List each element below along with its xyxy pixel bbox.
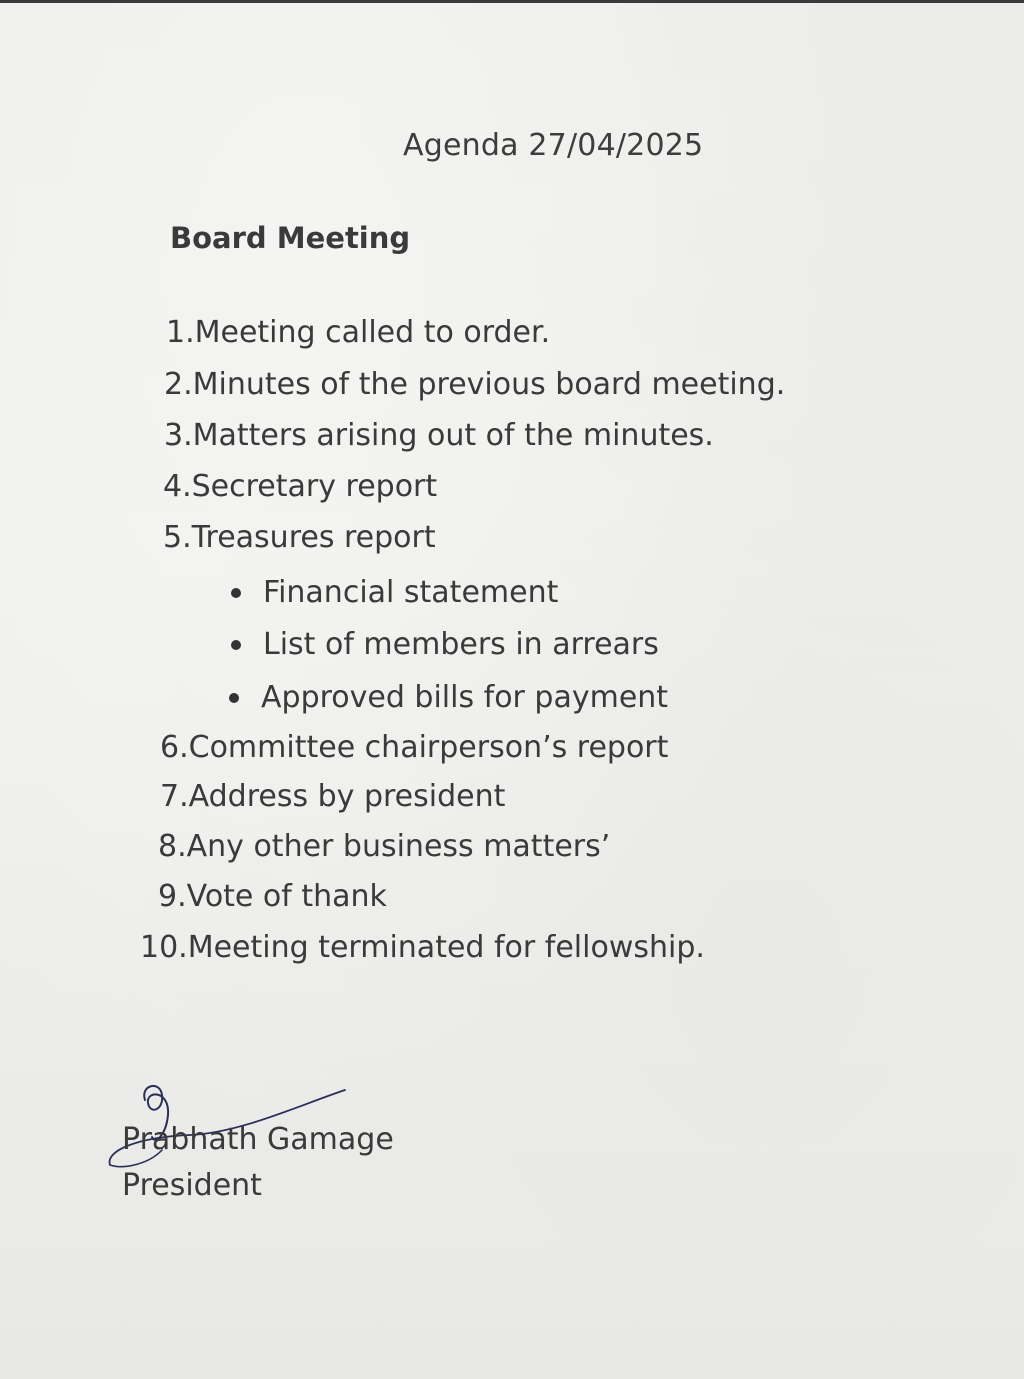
agenda-item-text: Committee chairperson’s report xyxy=(188,730,669,765)
agenda-item xyxy=(163,520,436,555)
agenda-date: Agenda 27/04/2025 xyxy=(403,128,704,163)
agenda-item-text: Matters arising out of the minutes. xyxy=(192,418,714,453)
agenda-item-number: 9. xyxy=(158,879,187,914)
agenda-item-number: 6. xyxy=(160,730,189,765)
sub-item: Approved bills for payment xyxy=(261,680,669,715)
agenda-item-text: Vote of thank xyxy=(186,879,387,914)
agenda-item xyxy=(166,315,550,350)
agenda-item xyxy=(160,779,505,814)
signer-role: President xyxy=(122,1168,262,1203)
agenda-item xyxy=(163,469,437,504)
agenda-item-number: 10. xyxy=(140,930,188,965)
agenda-item-text: Secretary report xyxy=(191,469,438,504)
agenda-item-number: 3. xyxy=(164,418,193,453)
agenda-item-text: Meeting terminated for fellowship. xyxy=(187,930,705,965)
agenda-item-text: Treasures report xyxy=(191,520,436,555)
agenda-item-text: Meeting called to order. xyxy=(194,315,551,350)
agenda-item xyxy=(164,418,714,453)
agenda-item-number: 2. xyxy=(164,367,193,402)
agenda-item-text: Minutes of the previous board meeting. xyxy=(192,367,786,402)
agenda-item xyxy=(164,367,785,402)
sub-item: Financial statement xyxy=(263,575,559,610)
agenda-item-text: Address by president xyxy=(188,779,506,814)
agenda-item-number: 4. xyxy=(163,469,192,504)
agenda-item-text: Any other business matters’ xyxy=(186,829,611,864)
bullet-icon xyxy=(229,693,239,703)
agenda-item-number: 1. xyxy=(166,315,195,350)
agenda-item-number: 7. xyxy=(160,779,189,814)
signer-name: Prabhath Gamage xyxy=(122,1122,394,1157)
agenda-item-number: 8. xyxy=(158,829,187,864)
agenda-item xyxy=(158,829,610,864)
meeting-title: Board Meeting xyxy=(170,221,411,255)
agenda-item-number: 5. xyxy=(163,520,192,555)
agenda-item xyxy=(140,930,705,965)
bullet-icon xyxy=(231,588,241,598)
sub-item: List of members in arrears xyxy=(263,627,659,662)
agenda-item xyxy=(158,879,387,914)
bullet-icon xyxy=(231,640,241,650)
agenda-item xyxy=(160,730,668,765)
